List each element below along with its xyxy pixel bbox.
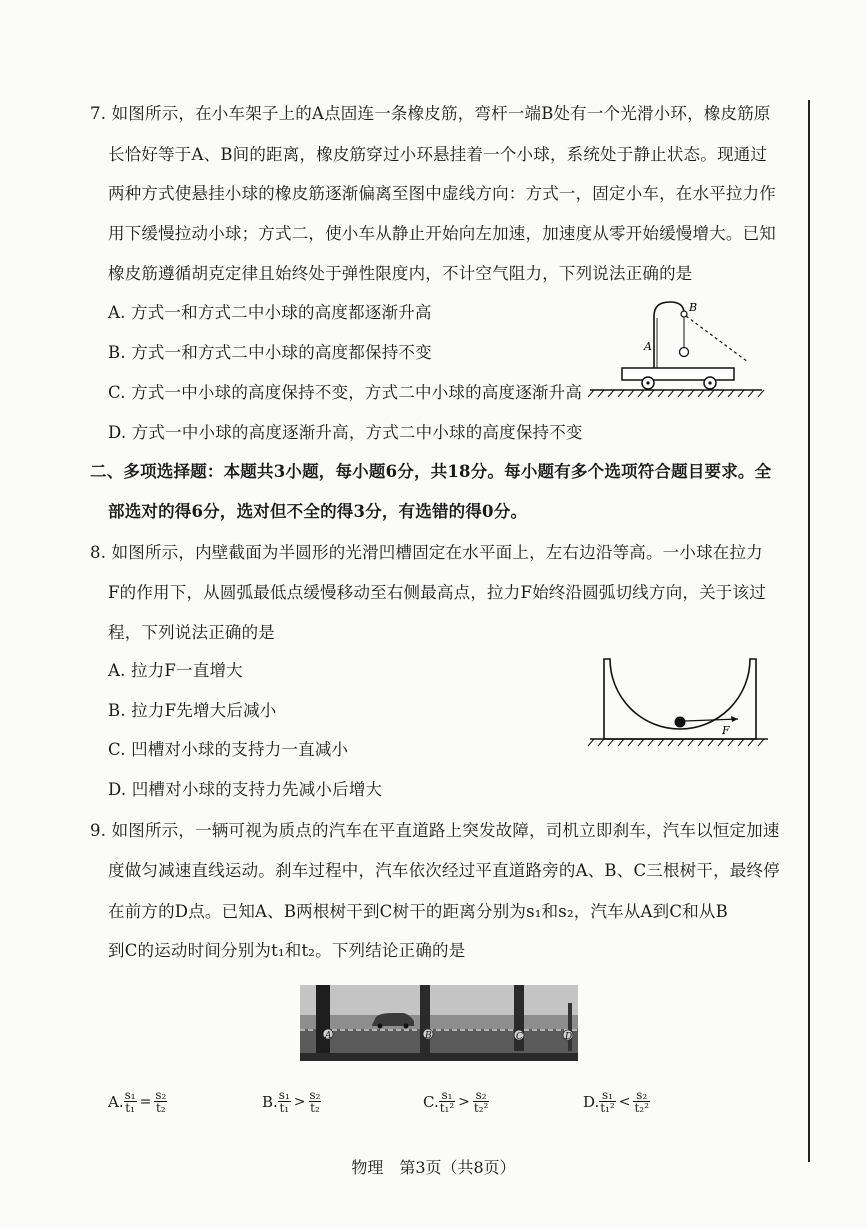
q9-option-c-relation: > — [458, 1093, 470, 1110]
section2-heading: 二、多项选择题：本题共3小题，每小题6分，共18分。每小题有多个选项符合题目要求。全 — [90, 462, 772, 481]
q7-line-5: 橡皮筋遵循胡克定律且始终处于弹性限度内，不计空气阻力，下列说法正确的是 — [108, 264, 693, 283]
q9-label-d: D — [565, 1032, 573, 1042]
q9-option-c-letter: C. — [423, 1092, 439, 1111]
q9-label-b: B — [425, 1031, 432, 1041]
q9-label-a: A — [325, 1031, 332, 1041]
section2-heading-cont: 部选对的得6分，选对但不全的得3分，有选错的得0分。 — [108, 502, 528, 521]
q9-line-4: 到C的运动时间分别为t₁和t₂。下列结论正确的是 — [108, 941, 466, 960]
page-margin-rule — [808, 100, 810, 1162]
q8-groove-figure — [590, 655, 770, 747]
q9-option-d-right-frac: $\frac{\text{s₂}}{\text{t₂²}}$ — [634, 1088, 649, 1115]
q8-option-b: B. 拉力F先增大后减小 — [108, 701, 277, 720]
q9-option-d-relation: < — [618, 1093, 631, 1110]
q7-line-1: 7. 如图所示，在小车架子上的A点固连一条橡皮筋，弯杆一端B处有一个光滑小环，橡皮筋原 — [90, 104, 771, 123]
q9-option-a-left-frac: $\frac{\text{s₁}}{\text{t₁}}$ — [124, 1088, 136, 1115]
q8-line-1: 8. 如图所示，内壁截面为半圆形的光滑凹槽固定在水平面上，左右边沿等高。一小球在拉力 — [90, 543, 763, 562]
q9-line-2: 度做匀减速直线运动。刹车过程中，汽车依次经过平直道路旁的A、B、C三根树干，最终停 — [108, 861, 780, 880]
q7-option-d: D. 方式一中小球的高度逐渐升高，方式二中小球的高度保持不变 — [108, 423, 583, 442]
q7-label-a: A — [644, 340, 652, 353]
q7-label-b: B — [689, 301, 698, 314]
q8-label-f: F — [722, 724, 730, 737]
q9-option-b-relation: > — [293, 1093, 306, 1110]
q9-option-d-left-frac: $\frac{\text{s₁}}{\text{t₁²}}$ — [600, 1088, 615, 1115]
q7-line-4: 用下缓慢拉动小球；方式二，使小车从静止开始向左加速，加速度从零开始缓慢增大。已知 — [108, 224, 776, 243]
q9-option-c-right-frac: $\frac{\text{s₂}}{\text{t₂²}}$ — [473, 1088, 489, 1115]
q7-option-c: C. 方式一中小球的高度保持不变，方式二中小球的高度逐渐升高 — [108, 383, 583, 402]
q9-label-c: C — [516, 1032, 523, 1042]
page-footer: 物理 第3页（共8页） — [351, 1158, 516, 1177]
q9-option-a-right-frac: $\frac{\text{s₂}}{\text{t₂}}$ — [155, 1088, 167, 1115]
q8-option-c: C. 凹槽对小球的支持力一直减小 — [108, 740, 349, 759]
q9-option-b — [262, 1089, 321, 1114]
q9-road-photo — [300, 985, 578, 1061]
q9-option-c — [423, 1089, 489, 1114]
q9-option-d-letter: D. — [583, 1092, 600, 1111]
q7-option-a: A. 方式一和方式二中小球的高度都逐渐升高 — [108, 303, 432, 322]
q9-option-c-left-frac: $\frac{\text{s₁}}{\text{t₁²}}$ — [439, 1088, 455, 1115]
q9-option-a — [108, 1089, 167, 1114]
q7-cart-figure — [590, 296, 765, 398]
q9-option-b-left-frac: $\frac{\text{s₁}}{\text{t₁}}$ — [278, 1088, 290, 1115]
q8-line-3: 程，下列说法正确的是 — [108, 623, 275, 642]
q9-option-a-letter: A. — [108, 1092, 124, 1111]
q9-option-a-relation: = — [139, 1093, 152, 1110]
q9-option-b-right-frac: $\frac{\text{s₂}}{\text{t₂}}$ — [309, 1088, 321, 1115]
q9-option-d — [583, 1089, 650, 1114]
q9-line-1: 9. 如图所示，一辆可视为质点的汽车在平直道路上突发故障，司机立即刹车，汽车以恒定加速 — [90, 821, 780, 840]
q9-option-b-letter: B. — [262, 1092, 278, 1111]
q8-line-2: F的作用下，从圆弧最低点缓慢移动至右侧最高点，拉力F始终沿圆弧切线方向，关于该过 — [108, 583, 766, 602]
q8-option-a: A. 拉力F一直增大 — [108, 661, 243, 680]
q7-option-b: B. 方式一和方式二中小球的高度都保持不变 — [108, 343, 432, 362]
q8-option-d: D. 凹槽对小球的支持力先减小后增大 — [108, 780, 383, 799]
q9-line-3: 在前方的D点。已知A、B两根树干到C树干的距离分别为s₁和s₂，汽车从A到C和从B — [108, 902, 728, 921]
q7-line-2: 长恰好等于A、B间的距离，橡皮筋穿过小环悬挂着一个小球，系统处于静止状态。现通过 — [108, 145, 768, 164]
q7-line-3: 两种方式使悬挂小球的橡皮筋逐渐偏离至图中虚线方向：方式一，固定小车，在水平拉力作 — [108, 184, 776, 203]
